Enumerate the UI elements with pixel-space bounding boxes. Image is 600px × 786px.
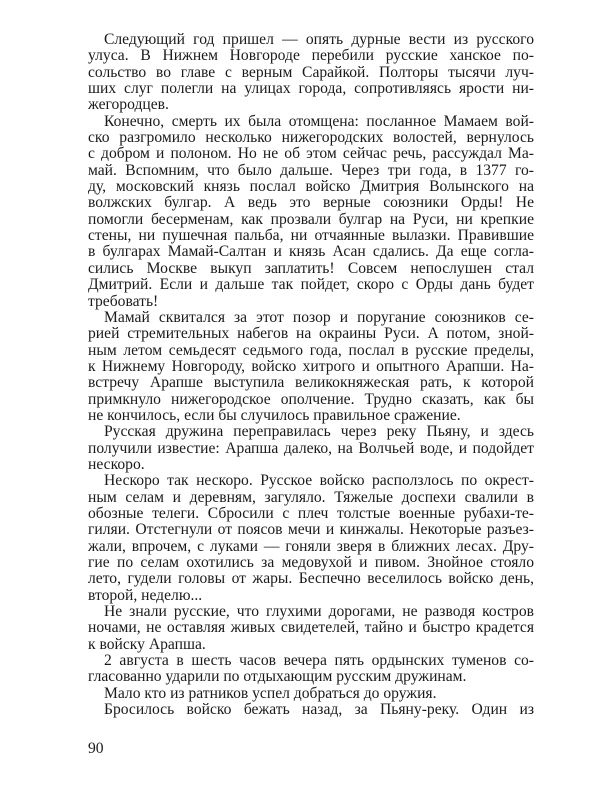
text-line: ночами, не оставляя живых свидетелей, тайно и быстро крадется	[88, 619, 534, 637]
text-line: Бросилось войско бежать назад, за Пьяну-реку. Один из	[104, 701, 534, 719]
page-number: 90	[88, 740, 104, 757]
text-line: гиляи. Отстегнули от поясов мечи и кинжалы. Некоторые разъез-	[88, 521, 534, 539]
text-line: помогли бесерменам, как прозвали булгар на Руси, ни крепкие	[88, 210, 534, 228]
text-line: ным селам и деревням, загуляло. Тяжелые доспехи свалили в	[88, 488, 534, 506]
text-line: Русская дружина переправилась через реку Пьяну, и здесь	[104, 423, 534, 441]
text-line: сольство во главе с верным Сарайкой. Полторы тысячи луч-	[88, 63, 534, 81]
text-line: не кончилось, если бы случилось правильное сражение.	[88, 406, 461, 424]
text-line: примкнуло нижегородское ополчение. Трудно сказать, как бы	[88, 390, 534, 408]
paragraph	[88, 310, 534, 424]
paragraph	[88, 32, 534, 114]
text-line: к Нижнему Новгороду, войско хитрого и опытного Арапши. На-	[88, 357, 534, 375]
text-line: Не знали русские, что глухими дорогами, не разводя костров	[104, 603, 534, 621]
text-line: рией стремительных набегов на окраины Руси. А потом, зной-	[88, 325, 534, 343]
text-line: 2 августа в шесть часов вечера пять ордынских туменов со-	[104, 652, 534, 670]
text-line: сились Москве выкуп заплатить! Совсем непослушен стал	[88, 259, 534, 277]
text-line: Мамай сквитался за этот позор и поругание союзников се-	[104, 308, 534, 326]
text-line: Следующий год пришел — опять дурные вести из русского	[104, 31, 534, 48]
paragraph	[88, 473, 534, 604]
text-line: Дмитрий. Если и дальше так пойдет, скоро с Орды дань будет	[88, 276, 534, 294]
text-line: Мало кто из ратников успел добраться до оружия.	[104, 684, 437, 702]
text-line: Конечно, смерть их была отомщена: посланное Мамаем вой-	[104, 112, 534, 130]
paragraph	[88, 686, 534, 702]
text-line: с добром и полоном. Но не об этом сейчас речь, рассуждал Ма-	[88, 145, 534, 163]
paragraph	[88, 653, 534, 686]
text-line: ско разгромило несколько нижегородских волостей, вернулось	[88, 129, 534, 147]
paragraph	[88, 424, 534, 473]
text-line: второй, неделю...	[88, 586, 203, 604]
page-body-text	[88, 32, 534, 718]
text-line: улуса. В Нижнем Новгороде перебили русские ханское по-	[88, 47, 534, 65]
text-line: требовать!	[88, 292, 159, 310]
paragraph	[88, 702, 534, 718]
text-line: встречу Арапше выступила великокняжеская рать, к которой	[88, 374, 534, 392]
text-line: ду, московский князь послал войско Дмитрия Волынского на	[88, 178, 534, 196]
text-line: гласованно ударили по отдыхающим русским дружинам.	[88, 668, 467, 686]
text-line: гие по селам охотились за медовухой и пивом. Знойное стояло	[88, 554, 534, 571]
text-line: волжских булгар. А ведь это верные союзники Орды! Не	[88, 194, 534, 212]
text-line: стены, ни пушечная пальба, ни отчаянные вылазки. Правившие	[88, 227, 534, 245]
text-line: лето, гудели головы от жары. Беспечно веселилось войско день,	[88, 570, 534, 588]
text-line: май. Вспомним, что было дальше. Через три года, в 1377 го-	[88, 161, 534, 179]
text-line: обозные телеги. Сбросили с плеч толстые военные рубахи-те-	[88, 504, 534, 522]
paragraph	[88, 114, 534, 310]
paragraph	[88, 604, 534, 653]
text-line: ших слуг полегли на улицах города, сопротивляясь ярости ни-	[88, 80, 534, 98]
text-line: получили известие: Арапша далеко, на Волчьей воде, и подойдет	[88, 439, 534, 457]
text-line: Нескоро так нескоро. Русское войско расползлось по окрест-	[104, 472, 534, 490]
text-line: нескоро.	[88, 455, 145, 473]
text-line: к войску Арапша.	[88, 635, 206, 653]
text-line: в булгарах Мамай-Салтан и князь Асан сдались. Да еще согла-	[88, 243, 534, 261]
text-line: ным летом семьдесят седьмого года, послал в русские пределы,	[88, 341, 534, 359]
text-line: жали, впрочем, с луками — гоняли зверя в ближних лесах. Дру-	[88, 537, 534, 555]
text-line: жегородцев.	[88, 96, 169, 114]
